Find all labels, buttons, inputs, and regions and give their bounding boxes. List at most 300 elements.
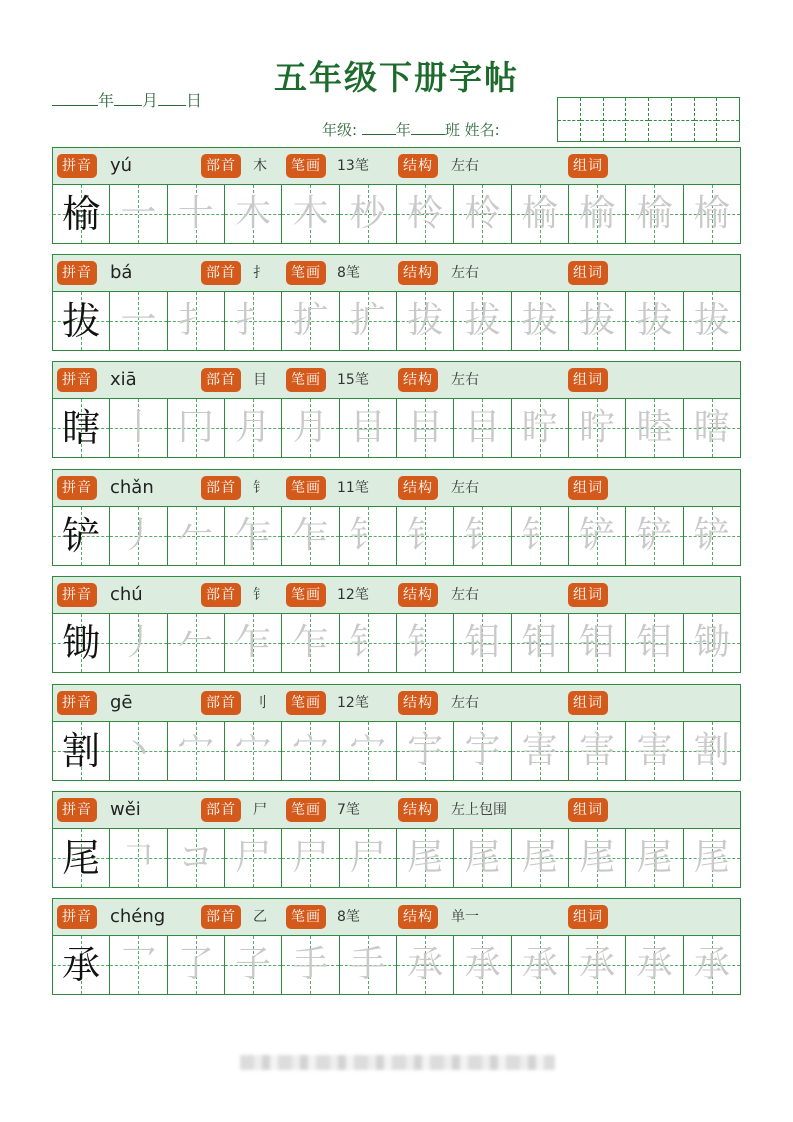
stroke-order-character: 承 bbox=[521, 944, 558, 985]
pinyin-tag: 拼音 bbox=[57, 154, 97, 178]
trace-cell[interactable] bbox=[454, 936, 511, 994]
trace-cell[interactable] bbox=[454, 829, 511, 887]
class-year-label: 年 bbox=[395, 121, 411, 139]
stroke-order-character: 瞎 bbox=[693, 407, 730, 448]
trace-cell[interactable] bbox=[225, 829, 282, 887]
char-info-header bbox=[53, 362, 740, 399]
stroke-order-character: 月 bbox=[235, 407, 272, 448]
stroke-order-character: 尾 bbox=[521, 837, 558, 878]
structure-tag: 结构 bbox=[398, 583, 438, 607]
trace-cell[interactable] bbox=[454, 507, 511, 565]
stroke-order-character: 拔 bbox=[464, 300, 501, 341]
trace-cell[interactable] bbox=[626, 185, 683, 243]
trace-cell[interactable] bbox=[569, 722, 626, 780]
trace-cell[interactable] bbox=[168, 292, 225, 350]
trace-cell[interactable] bbox=[397, 399, 454, 457]
radical-tag: 部首 bbox=[201, 583, 241, 607]
trace-cell[interactable] bbox=[282, 292, 339, 350]
pinyin-tag: 拼音 bbox=[57, 798, 97, 822]
trace-cell[interactable] bbox=[282, 936, 339, 994]
trace-cell[interactable] bbox=[569, 936, 626, 994]
trace-cell[interactable] bbox=[626, 722, 683, 780]
stroke-order-character: 木 bbox=[235, 193, 272, 234]
stroke-order-character: 榆 bbox=[579, 193, 616, 234]
stroke-order-character: 目 bbox=[349, 407, 386, 448]
words-tag: 组词 bbox=[568, 476, 608, 500]
model-character: 承 bbox=[62, 943, 101, 987]
trace-cell[interactable] bbox=[569, 185, 626, 243]
stroke-order-character: 割 bbox=[693, 730, 730, 771]
strokes-value: 13笔 bbox=[337, 158, 369, 174]
words-tag: 组词 bbox=[568, 261, 608, 285]
stroke-order-character: 铲 bbox=[693, 515, 730, 556]
stroke-order-character: 钼 bbox=[521, 622, 558, 663]
stroke-order-character: 钅 bbox=[407, 622, 444, 663]
name-writing-grid[interactable] bbox=[557, 97, 740, 142]
trace-cell[interactable] bbox=[340, 185, 397, 243]
trace-cell[interactable] bbox=[626, 614, 683, 672]
stroke-order-character: 𠂉 bbox=[177, 622, 214, 663]
char-block bbox=[52, 254, 741, 351]
trace-cell[interactable] bbox=[626, 292, 683, 350]
structure-value: 左右 bbox=[451, 587, 479, 603]
stroke-order-character: 尾 bbox=[579, 837, 616, 878]
model-char-cell[interactable] bbox=[53, 829, 110, 887]
structure-tag: 结构 bbox=[398, 476, 438, 500]
trace-cell[interactable] bbox=[225, 722, 282, 780]
model-char-cell[interactable] bbox=[53, 722, 110, 780]
stroke-order-character: 宀 bbox=[235, 730, 272, 771]
class-blank[interactable] bbox=[411, 122, 445, 135]
stroke-order-character: 手 bbox=[349, 944, 386, 985]
date-day-label: 日 bbox=[186, 91, 203, 110]
structure-value: 左右 bbox=[451, 158, 479, 174]
radical-tag: 部首 bbox=[201, 261, 241, 285]
strokes-value: 7笔 bbox=[337, 802, 360, 818]
words-tag: 组词 bbox=[568, 154, 608, 178]
stroke-order-character: 尾 bbox=[693, 837, 730, 878]
stroke-order-character: 了 bbox=[177, 944, 214, 985]
trace-cell[interactable] bbox=[512, 292, 569, 350]
stroke-order-character: 尾 bbox=[464, 837, 501, 878]
stroke-order-character: コ bbox=[177, 837, 214, 878]
model-char-cell[interactable] bbox=[53, 614, 110, 672]
strokes-value: 15笔 bbox=[337, 372, 369, 388]
char-info-header bbox=[53, 685, 740, 722]
stroke-order-character: 丶 bbox=[120, 730, 157, 771]
trace-cell[interactable] bbox=[168, 829, 225, 887]
grade-label: 年级: bbox=[322, 121, 358, 139]
stroke-order-character: 钼 bbox=[579, 622, 616, 663]
trace-cell[interactable] bbox=[282, 829, 339, 887]
trace-cell[interactable] bbox=[340, 399, 397, 457]
date-line bbox=[52, 88, 202, 111]
strokes-value: 8笔 bbox=[337, 909, 360, 925]
class-label: 班 bbox=[444, 121, 460, 139]
radical-value: 钅 bbox=[253, 480, 267, 496]
stroke-order-character: 丨 bbox=[120, 407, 157, 448]
strokes-tag: 笔画 bbox=[286, 261, 326, 285]
stroke-order-character: 榆 bbox=[636, 193, 673, 234]
blurred-footer-watermark bbox=[240, 1055, 555, 1070]
trace-cell[interactable] bbox=[340, 829, 397, 887]
strokes-tag: 笔画 bbox=[286, 905, 326, 929]
trace-cell[interactable] bbox=[110, 614, 167, 672]
practice-row bbox=[53, 936, 740, 994]
strokes-tag: 笔画 bbox=[286, 154, 326, 178]
stroke-order-character: 钅 bbox=[407, 515, 444, 556]
trace-cell[interactable] bbox=[397, 829, 454, 887]
trace-cell[interactable] bbox=[454, 614, 511, 672]
char-block bbox=[52, 361, 741, 458]
trace-cell[interactable] bbox=[282, 614, 339, 672]
practice-row bbox=[53, 292, 740, 350]
model-char-cell[interactable] bbox=[53, 292, 110, 350]
pinyin-tag: 拼音 bbox=[57, 476, 97, 500]
char-block bbox=[52, 898, 741, 995]
radical-value: 木 bbox=[253, 158, 267, 174]
stroke-order-character: 柃 bbox=[407, 193, 444, 234]
trace-cell[interactable] bbox=[110, 722, 167, 780]
trace-cell[interactable] bbox=[397, 507, 454, 565]
trace-cell[interactable] bbox=[684, 829, 740, 887]
stroke-order-character: 尾 bbox=[636, 837, 673, 878]
trace-cell[interactable] bbox=[512, 722, 569, 780]
stroke-order-character: 害 bbox=[579, 730, 616, 771]
year-blank[interactable] bbox=[52, 91, 98, 106]
trace-cell[interactable] bbox=[569, 399, 626, 457]
trace-cell[interactable] bbox=[225, 614, 282, 672]
stroke-order-character: 拔 bbox=[579, 300, 616, 341]
model-character: 割 bbox=[62, 729, 101, 773]
pinyin-tag: 拼音 bbox=[57, 583, 97, 607]
radical-value: 乙 bbox=[253, 909, 267, 925]
model-character: 尾 bbox=[62, 836, 101, 880]
pinyin-value: chú bbox=[110, 584, 143, 605]
stroke-order-character: 钼 bbox=[464, 622, 501, 663]
pinyin-tag: 拼音 bbox=[57, 691, 97, 715]
model-character: 榆 bbox=[62, 192, 101, 236]
stroke-order-character: 钼 bbox=[636, 622, 673, 663]
structure-value: 单一 bbox=[451, 909, 479, 925]
trace-cell[interactable] bbox=[397, 185, 454, 243]
practice-row bbox=[53, 507, 740, 565]
char-block bbox=[52, 576, 741, 673]
stroke-order-character: 宇 bbox=[407, 730, 444, 771]
trace-cell[interactable] bbox=[282, 185, 339, 243]
date-month-label: 月 bbox=[142, 91, 159, 110]
trace-cell[interactable] bbox=[340, 936, 397, 994]
trace-cell[interactable] bbox=[397, 292, 454, 350]
stroke-order-character: 扩 bbox=[349, 300, 386, 341]
page-title: 五年级下册字帖 bbox=[274, 58, 519, 97]
date-year-label: 年 bbox=[98, 91, 115, 110]
stroke-order-character: 拔 bbox=[407, 300, 444, 341]
stroke-order-character: 害 bbox=[636, 730, 673, 771]
trace-cell[interactable] bbox=[626, 507, 683, 565]
stroke-order-character: 尾 bbox=[407, 837, 444, 878]
structure-value: 左右 bbox=[451, 265, 479, 281]
pinyin-value: gē bbox=[110, 692, 133, 713]
char-block bbox=[52, 469, 741, 566]
trace-cell[interactable] bbox=[512, 829, 569, 887]
stroke-order-character: 宀 bbox=[349, 730, 386, 771]
pinyin-value: yú bbox=[110, 155, 133, 176]
stroke-order-character: 承 bbox=[579, 944, 616, 985]
trace-cell[interactable] bbox=[684, 399, 740, 457]
stroke-order-character: 锄 bbox=[693, 622, 730, 663]
trace-cell[interactable] bbox=[340, 292, 397, 350]
stroke-order-character: 十 bbox=[177, 193, 214, 234]
model-character: 铲 bbox=[62, 514, 101, 558]
practice-row bbox=[53, 185, 740, 243]
trace-cell[interactable] bbox=[512, 185, 569, 243]
trace-cell[interactable] bbox=[684, 292, 740, 350]
trace-cell[interactable] bbox=[454, 399, 511, 457]
trace-cell[interactable] bbox=[168, 722, 225, 780]
trace-cell[interactable] bbox=[684, 614, 740, 672]
char-info-header bbox=[53, 148, 740, 185]
practice-row bbox=[53, 614, 740, 672]
stroke-order-character: 乍 bbox=[292, 622, 329, 663]
structure-tag: 结构 bbox=[398, 368, 438, 392]
trace-cell[interactable] bbox=[569, 829, 626, 887]
model-character: 锄 bbox=[62, 621, 101, 665]
char-block bbox=[52, 684, 741, 781]
stroke-order-character: 柃 bbox=[464, 193, 501, 234]
stroke-order-character: 钅 bbox=[349, 515, 386, 556]
trace-cell[interactable] bbox=[110, 185, 167, 243]
grade-blank[interactable] bbox=[362, 122, 396, 135]
structure-tag: 结构 bbox=[398, 798, 438, 822]
stroke-order-character: 扌 bbox=[177, 300, 214, 341]
strokes-tag: 笔画 bbox=[286, 583, 326, 607]
stroke-order-character: 月 bbox=[292, 407, 329, 448]
structure-tag: 结构 bbox=[398, 261, 438, 285]
trace-cell[interactable] bbox=[225, 185, 282, 243]
structure-value: 左右 bbox=[451, 695, 479, 711]
trace-cell[interactable] bbox=[626, 829, 683, 887]
class-info-line bbox=[322, 119, 500, 140]
stroke-order-character: 害 bbox=[521, 730, 558, 771]
structure-value: 左右 bbox=[451, 480, 479, 496]
model-char-cell[interactable] bbox=[53, 936, 110, 994]
trace-cell[interactable] bbox=[110, 399, 167, 457]
stroke-order-character: 手 bbox=[292, 944, 329, 985]
trace-cell[interactable] bbox=[454, 722, 511, 780]
stroke-order-character: 宀 bbox=[177, 730, 214, 771]
radical-value: 刂 bbox=[253, 695, 267, 711]
trace-cell[interactable] bbox=[626, 399, 683, 457]
radical-tag: 部首 bbox=[201, 905, 241, 929]
practice-row bbox=[53, 399, 740, 457]
stroke-order-character: 宇 bbox=[464, 730, 501, 771]
stroke-order-character: 乍 bbox=[235, 515, 272, 556]
model-char-cell[interactable] bbox=[53, 399, 110, 457]
stroke-order-character: 丿 bbox=[120, 622, 157, 663]
trace-cell[interactable] bbox=[626, 936, 683, 994]
stroke-order-character: 榆 bbox=[521, 193, 558, 234]
strokes-value: 12笔 bbox=[337, 587, 369, 603]
trace-cell[interactable] bbox=[454, 185, 511, 243]
practice-row bbox=[53, 722, 740, 780]
trace-cell[interactable] bbox=[225, 292, 282, 350]
trace-cell[interactable] bbox=[684, 185, 740, 243]
radical-tag: 部首 bbox=[201, 154, 241, 178]
structure-tag: 结构 bbox=[398, 905, 438, 929]
trace-cell[interactable] bbox=[397, 722, 454, 780]
structure-tag: 结构 bbox=[398, 691, 438, 715]
char-info-header bbox=[53, 577, 740, 614]
trace-cell[interactable] bbox=[168, 185, 225, 243]
radical-value: 扌 bbox=[253, 265, 267, 281]
radical-tag: 部首 bbox=[201, 691, 241, 715]
stroke-order-character: 𠂉 bbox=[177, 515, 214, 556]
stroke-order-character: 冂 bbox=[177, 407, 214, 448]
trace-cell[interactable] bbox=[569, 614, 626, 672]
strokes-value: 11笔 bbox=[337, 480, 369, 496]
trace-cell[interactable] bbox=[512, 507, 569, 565]
trace-cell[interactable] bbox=[684, 722, 740, 780]
pinyin-value: chéng bbox=[110, 906, 166, 927]
pinyin-tag: 拼音 bbox=[57, 905, 97, 929]
radical-value: 钅 bbox=[253, 587, 267, 603]
stroke-order-character: 拔 bbox=[521, 300, 558, 341]
trace-cell[interactable] bbox=[110, 507, 167, 565]
radical-tag: 部首 bbox=[201, 476, 241, 500]
words-tag: 组词 bbox=[568, 691, 608, 715]
char-info-header bbox=[53, 470, 740, 507]
model-character: 瞎 bbox=[62, 406, 101, 450]
trace-cell[interactable] bbox=[684, 936, 740, 994]
stroke-order-character: 尸 bbox=[292, 837, 329, 878]
stroke-order-character: 尸 bbox=[235, 837, 272, 878]
radical-value: 尸 bbox=[253, 802, 267, 818]
trace-cell[interactable] bbox=[340, 722, 397, 780]
char-info-header bbox=[53, 255, 740, 292]
trace-cell[interactable] bbox=[168, 614, 225, 672]
stroke-order-character: 乛 bbox=[120, 944, 157, 985]
stroke-order-character: 乍 bbox=[292, 515, 329, 556]
stroke-order-character: 𠃍 bbox=[120, 837, 157, 878]
month-blank[interactable] bbox=[114, 91, 142, 106]
trace-cell[interactable] bbox=[168, 936, 225, 994]
stroke-order-character: 承 bbox=[464, 944, 501, 985]
structure-value: 左右 bbox=[451, 372, 479, 388]
strokes-tag: 笔画 bbox=[286, 368, 326, 392]
stroke-order-character: 眝 bbox=[579, 407, 616, 448]
stroke-order-character: 目 bbox=[407, 407, 444, 448]
stroke-order-character: 乍 bbox=[235, 622, 272, 663]
trace-cell[interactable] bbox=[340, 507, 397, 565]
stroke-order-character: 扌 bbox=[235, 300, 272, 341]
trace-cell[interactable] bbox=[569, 292, 626, 350]
pinyin-value: xiā bbox=[110, 369, 137, 390]
trace-cell[interactable] bbox=[340, 614, 397, 672]
words-tag: 组词 bbox=[568, 583, 608, 607]
model-character: 拔 bbox=[62, 299, 101, 343]
trace-cell[interactable] bbox=[110, 829, 167, 887]
words-tag: 组词 bbox=[568, 905, 608, 929]
strokes-value: 8笔 bbox=[337, 265, 360, 281]
stroke-order-character: 拔 bbox=[693, 300, 730, 341]
model-char-cell[interactable] bbox=[53, 507, 110, 565]
radical-tag: 部首 bbox=[201, 798, 241, 822]
stroke-order-character: 承 bbox=[693, 944, 730, 985]
strokes-value: 12笔 bbox=[337, 695, 369, 711]
stroke-order-character: 铲 bbox=[636, 515, 673, 556]
trace-cell[interactable] bbox=[225, 936, 282, 994]
char-block bbox=[52, 791, 741, 888]
stroke-order-character: 钅 bbox=[349, 622, 386, 663]
trace-cell[interactable] bbox=[512, 936, 569, 994]
trace-cell[interactable] bbox=[110, 936, 167, 994]
trace-cell[interactable] bbox=[225, 507, 282, 565]
stroke-order-character: 一 bbox=[120, 193, 157, 234]
stroke-order-character: 木 bbox=[292, 193, 329, 234]
model-char-cell[interactable] bbox=[53, 185, 110, 243]
trace-cell[interactable] bbox=[168, 399, 225, 457]
stroke-order-character: 钅 bbox=[464, 515, 501, 556]
stroke-order-character: 丿 bbox=[120, 515, 157, 556]
words-tag: 组词 bbox=[568, 368, 608, 392]
name-label: 姓名: bbox=[464, 121, 500, 139]
stroke-order-character: 扩 bbox=[292, 300, 329, 341]
trace-cell[interactable] bbox=[569, 507, 626, 565]
stroke-order-character: 眝 bbox=[521, 407, 558, 448]
stroke-order-character: 拔 bbox=[636, 300, 673, 341]
trace-cell[interactable] bbox=[282, 722, 339, 780]
stroke-order-character: 铲 bbox=[579, 515, 616, 556]
trace-cell[interactable] bbox=[282, 507, 339, 565]
stroke-order-character: 承 bbox=[407, 944, 444, 985]
trace-cell[interactable] bbox=[225, 399, 282, 457]
structure-tag: 结构 bbox=[398, 154, 438, 178]
strokes-tag: 笔画 bbox=[286, 691, 326, 715]
trace-cell[interactable] bbox=[282, 399, 339, 457]
trace-cell[interactable] bbox=[454, 292, 511, 350]
trace-cell[interactable] bbox=[397, 936, 454, 994]
trace-cell[interactable] bbox=[168, 507, 225, 565]
strokes-tag: 笔画 bbox=[286, 476, 326, 500]
trace-cell[interactable] bbox=[110, 292, 167, 350]
trace-cell[interactable] bbox=[397, 614, 454, 672]
trace-cell[interactable] bbox=[512, 614, 569, 672]
stroke-order-character: 子 bbox=[235, 944, 272, 985]
trace-cell[interactable] bbox=[684, 507, 740, 565]
strokes-tag: 笔画 bbox=[286, 798, 326, 822]
pinyin-tag: 拼音 bbox=[57, 261, 97, 285]
stroke-order-character: 榆 bbox=[693, 193, 730, 234]
stroke-order-character: 睦 bbox=[636, 407, 673, 448]
practice-row bbox=[53, 829, 740, 887]
trace-cell[interactable] bbox=[512, 399, 569, 457]
structure-value: 左上包围 bbox=[451, 802, 507, 818]
day-blank[interactable] bbox=[158, 91, 186, 106]
stroke-order-character: 钅 bbox=[521, 515, 558, 556]
pinyin-value: chǎn bbox=[110, 477, 154, 498]
pinyin-value: wěi bbox=[110, 799, 141, 820]
stroke-order-character: 尸 bbox=[349, 837, 386, 878]
stroke-order-character: 承 bbox=[636, 944, 673, 985]
pinyin-tag: 拼音 bbox=[57, 368, 97, 392]
radical-tag: 部首 bbox=[201, 368, 241, 392]
pinyin-value: bá bbox=[110, 262, 133, 283]
char-info-header bbox=[53, 792, 740, 829]
stroke-order-character: 一 bbox=[120, 300, 157, 341]
char-block bbox=[52, 147, 741, 244]
char-info-header bbox=[53, 899, 740, 936]
